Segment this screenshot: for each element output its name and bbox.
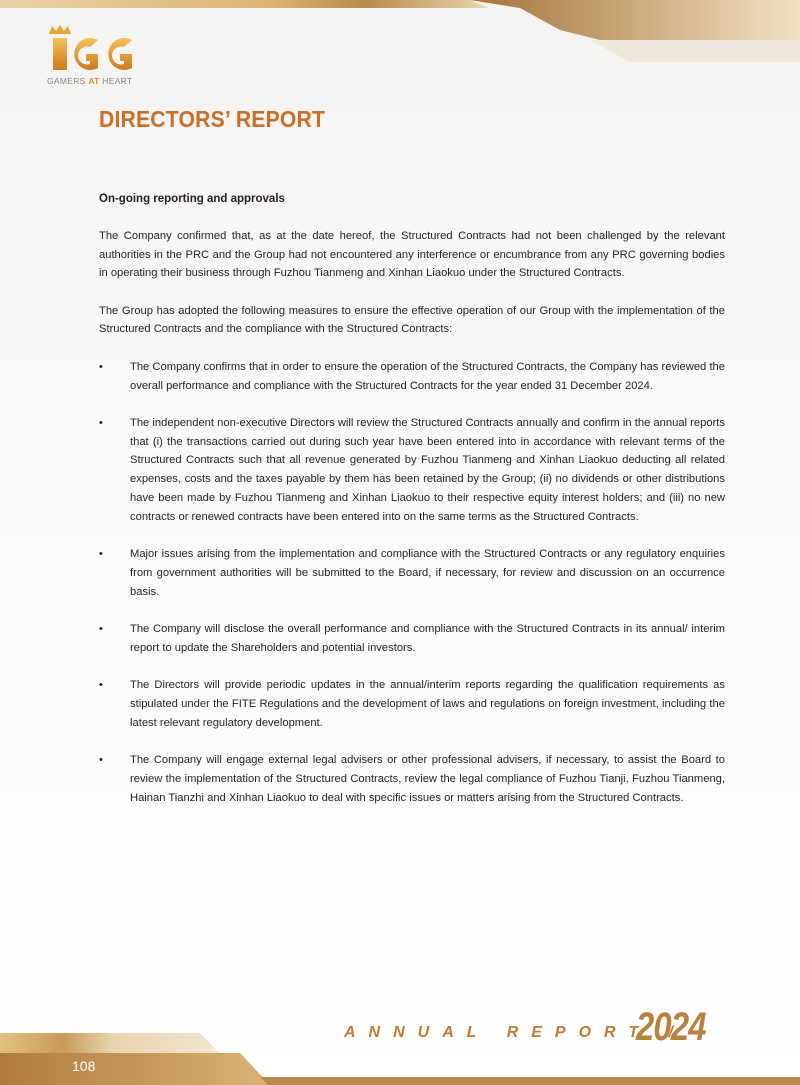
list-item: • The Company will engage external legal advisers or other professional advisers, if necessary, to assist the Board to review the implementation of the Structured Contracts, review the legal compliance of Fuzhou Tianji, Fuzhou Tianmeng, Hainan Tianzhi and Xinhan Liaokuo to deal with specific issues or matters arising from the Structured Contracts. bbox=[99, 751, 725, 807]
annual-report-label: ANNUAL REPORT / bbox=[344, 1024, 686, 1041]
logo-tagline: GAMERS AT HEART bbox=[47, 76, 133, 86]
measures-list bbox=[99, 358, 725, 808]
page-title: DIRECTORS’ REPORT bbox=[99, 106, 326, 132]
bullet-icon: • bbox=[99, 623, 103, 636]
list-item: • The independent non-executive Directors will review the Structured Contracts annually and confirm in the annual reports that (i) the transactions carried out during such year have been entered into in accordance with relevant terms of the Structured Contracts such that all revenue generated by Fuzhou Tianmeng and Xinhan Liaokuo deducting all related expenses, costs and the taxes payable by them has been retained by the Group; (ii) no dividends or other distributions have been made by Fuzhou Tianmeng and Xinhan Liaokuo to their respective equity interest holders; and (iii) no new contracts or renewed contracts have been entered into on the same terms as the Structured Contracts. bbox=[99, 414, 725, 527]
bullet-icon: • bbox=[99, 416, 103, 429]
report-section bbox=[99, 190, 725, 826]
bullet-icon: • bbox=[99, 360, 103, 373]
paragraph: The Company confirmed that, as at the date hereof, the Structured Contracts had not been challenged by the relevant authorities in the PRC and the Group had not encountered any interference or encumbrance from any PRC governing bodies in operating their business through Fuzhou Tianmeng and Xinhan Liaokuo under the Structured Contracts. bbox=[99, 229, 725, 280]
page-number: 108 bbox=[72, 1058, 96, 1074]
list-item: • The Company will disclose the overall performance and compliance with the Structured Contracts in its annual/ interim report to update the Shareholders and potential investors. bbox=[99, 620, 725, 658]
bullet-icon: • bbox=[99, 754, 103, 767]
bullet-icon: • bbox=[99, 548, 103, 561]
paragraph: The Group has adopted the following measures to ensure the effective operation of our Group with the implementation of the Structured Contracts and the compliance with the Structured Contracts: bbox=[99, 304, 725, 336]
list-item: • The Company confirms that in order to ensure the operation of the Structured Contracts, the Company has reviewed the overall performance and compliance with the Structured Contracts for the year ended 31 December 2024. bbox=[99, 358, 725, 396]
section-heading: On-going reporting and approvals bbox=[99, 193, 285, 205]
list-item: • The Directors will provide periodic updates in the annual/interim reports regarding the qualification requirements as stipulated under the FITE Regulations and the development of laws and regulations on foreign investment, including the latest relevant regulatory development. bbox=[99, 676, 725, 732]
list-item: • Major issues arising from the implementation and compliance with the Structured Contracts or any regulatory enquiries from government authorities will be submitted to the Board, if necessary, for review and discussion on an occurrence basis. bbox=[99, 545, 725, 601]
report-year: 2024 bbox=[636, 1005, 706, 1049]
bullet-icon: • bbox=[99, 679, 103, 692]
